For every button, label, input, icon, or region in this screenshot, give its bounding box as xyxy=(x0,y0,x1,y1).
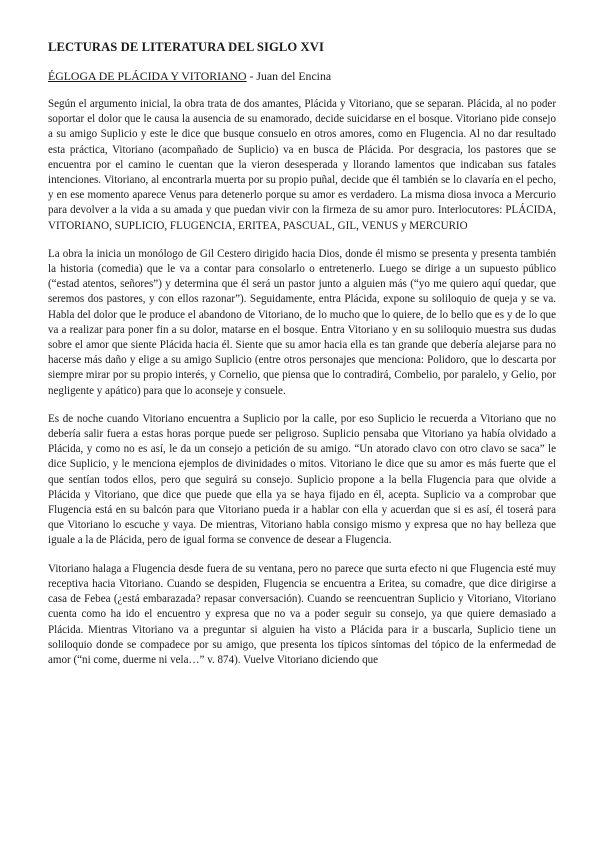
work-heading xyxy=(48,69,556,84)
paragraph-argument: Según el argumento inicial, la obra trata de dos amantes, Plácida y Vitoriano, que se separan. Plácida, al no poder soportar el dolor que le causa la ausencia de su enamorado, decide suicidarse en el bosque. Vitoriano pide consejo a su amigo Suplicio y este le dice que busque consuelo en otros amores, como en Flugencia. Al no dar resultado esta práctica, Vitoriano (acompañado de Suplicio) va en busca de Plácida. Por desgracia, los pastores que se encuentra por el camino le cuentan que la vieron desesperada y llorando lamentos que indicaban sus fatales intenciones. Vitoriano, al encontrarla muerta por su propio puñal, decide que él también se lo clavaría en el pecho, y en ese momento aparece Venus para detenerlo porque su amor es verdadero. La misma diosa invoca a Mercurio para devolver a la vida a su amada y que puedan vivir con la firmeza de su amor puro. Interlocutores: PLÁCIDA, VITORIANO, SUPLICIO, FLUGENCIA, ERITEA, PASCUAL, GIL, VENUS y MERCURIO xyxy=(48,98,556,232)
work-title: ÉGLOGA DE PLÁCIDA Y VITORIANO xyxy=(48,69,247,83)
paragraph-window-scene: Vitoriano halaga a Flugencia desde fuera de su ventana, pero no parece que surta efecto ni que Flugencia esté muy receptiva hacia Vitoriano. Cuando se despiden, Flugencia se encuentra a Eritea, su comadre, que dice dirigirse a casa de Febea (¿está embarazada? repasar conversación). Cuando se reencuentran Suplicio y Vitoriano, Vitoriano cuenta como ha ido el encuentro y expresa que no va a poder seguir su consejo, ya que quiere demasiado a Plácida. Mientras Vitoriano va a preguntar si alguien ha visto a Plácida para ir a buscarla, Suplicio tiene un soliloquio donde se compadece por su amigo, que presenta los típicos síntomas del tópico de la enfermedad de amor (“ni come, duerme ni vela…” v. 874). Vuelve Vitoriano diciendo que xyxy=(48,562,556,666)
paragraph-night-encounter: Es de noche cuando Vitoriano encuentra a Suplicio por la calle, por eso Suplicio le recuerda a Vitoriano que no debería salir fuera a estas horas porque puede ser peligroso. Suplicio pensaba que Vitoriano ya había olvidado a Plácida, y como no es así, le da un consejo a petición de su amigo. “Un atorado clavo con otro clavo se saca” le dice Suplicio, y le menciona ejemplos de divinidades o mitos. Vitoriano le dice que su amor es más fuerte que el que sentían todos ellos, pero que seguirá su consejo. Suplicio propone a la bella Flugencia para que olvide a Plácida y Vitoriano, que dice que puede que ella ya se haya fijado en él, acepta. Suplicio va a comprobar que Flugencia está en su balcón para que Vitoriano pueda ir a hablar con ella y acuerdan que si es así, él toserá para que Vitoriano lo escuche y vaya. De mientras, Vitoriano habla consigo mismo y expresa que no hay belleza que iguale a la de Plácida, pero de igual forma se convence de desear a Flugencia. xyxy=(48,412,556,547)
document-title: LECTURAS DE LITERATURA DEL SIGLO XVI xyxy=(48,40,324,54)
work-author: Juan del Encina xyxy=(256,69,332,83)
paragraph-opening-monologue: La obra la inicia un monólogo de Gil Cestero dirigido hacia Dios, donde él mismo se presenta y presenta también la historia (comedia) que le va a contar para consolarlo o entretenerlo. Luego se dirige a un supuesto público (“estad atentos, señores”) y determina que él será un pastor junto a alguien más (“yo me quiero aquí quedar, que seremos dos pastores, y con ellos razonar”). Seguidamente, entra Plácida, expone su soliloquio de queja y se va. Habla del dolor que le produce el abandono de Vitoriano, de lo mucho que lo quiere, de lo bello que es y de lo que va a realizar para poner fin a su dolor, matarse en el bosque. Entra Vitoriano y en su soliloquio muestra sus dudas sobre el amor que siente Plácida hacia él. Siente que su amor hacia ella es tan grande que debería alejarse para no hacerse más daño y elige a su amigo Suplicio (entre otros personajes que menciona: Polidoro, que lo descarta por siempre mirar por su propio interés, y Cornelio, que piensa que lo contradirá, Combelio, por paralelo, y Gelio, por negligente y apático) para que lo aconseje y consuele. xyxy=(48,247,556,397)
document-page xyxy=(48,40,556,681)
title-separator: - xyxy=(246,69,257,83)
